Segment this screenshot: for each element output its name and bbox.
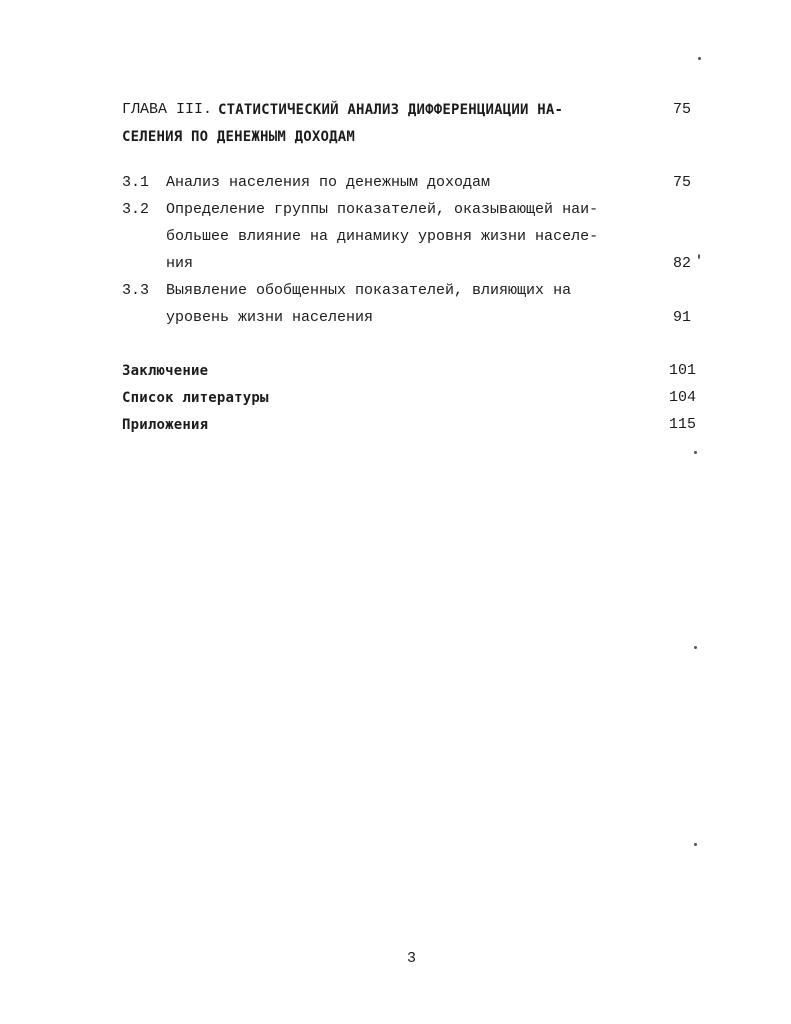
scan-speck [694,646,697,649]
section-title-line: Определение группы показателей, оказывающей наи- [166,201,599,218]
section-number: 3.1 [122,174,150,191]
section-page-number: 82 [672,255,691,272]
scan-speck [694,843,697,846]
scan-speck [698,57,701,60]
section-page-number: 75 [672,174,691,191]
scan-speck [698,254,700,259]
back-matter-page-number: 104 [668,389,696,406]
section-page-number: 91 [672,309,691,326]
back-matter-label: Список литературы [122,390,269,406]
back-matter-page-number: 101 [668,362,696,379]
section-title-line: Анализ населения по денежным доходам [166,174,491,191]
section-title-line: большее влияние на динамику уровня жизни населе- [166,228,599,245]
section-number: 3.3 [122,282,150,299]
footer-page-number: 3 [407,950,417,967]
section-number: 3.2 [122,201,150,218]
section-title-line: ния [166,255,194,272]
back-matter-page-number: 115 [668,416,696,433]
chapter-prefix: ГЛАВА III. [122,101,213,118]
section-title-line: Выявление обобщенных показателей, влияющих на [166,282,572,299]
chapter-title-line-1: СТАТИСТИЧЕСКИЙ АНАЛИЗ ДИФФЕРЕНЦИАЦИИ НА- [218,102,564,118]
back-matter-label: Заключение [122,363,209,379]
chapter-title-line-2: СЕЛЕНИЯ ПО ДЕНЕЖНЫМ ДОХОДАМ [122,129,355,145]
chapter-page-number: 75 [672,101,691,118]
back-matter-label: Приложения [122,417,209,433]
section-title-line: уровень жизни населения [166,309,374,326]
scan-speck [694,451,697,454]
